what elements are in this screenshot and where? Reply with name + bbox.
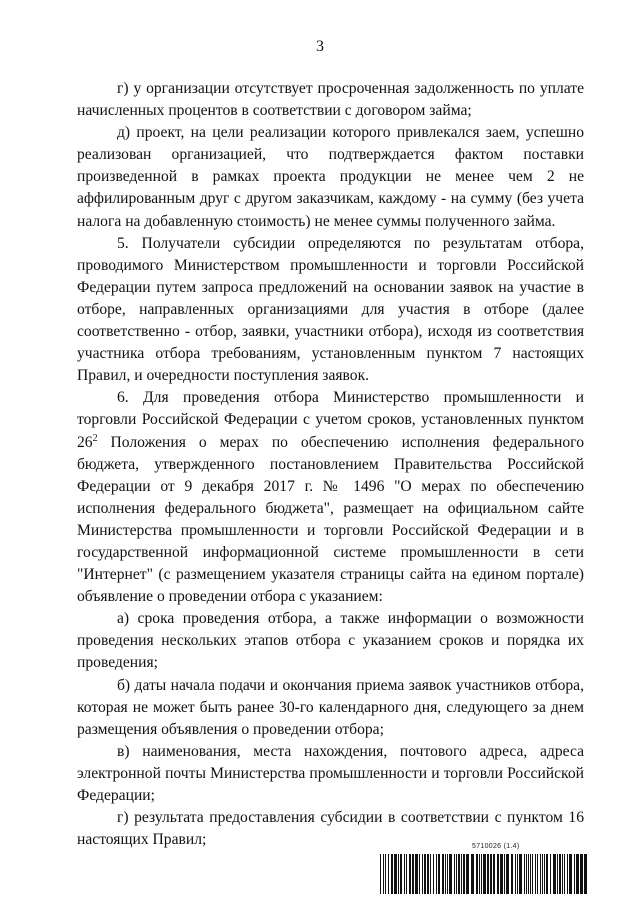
- paragraph-item-v: в) наименования, места нахождения, почтового адреса, адреса электронной почты Министерства промышленности и торговли Российской Федерации;: [77, 742, 584, 804]
- paragraph-6-text-start: 6. Для проведения отбора Министерство промышленности и торговли Российской Федерации с учетом сроков, установленных пунктом 26: [77, 389, 584, 451]
- paragraph-6-text-end: Положения о мерах по обеспечению исполнения федерального бюджета, утвержденного постановлением Правительства Российской Федерации от 9 декабря 2017 г. № 1496 "О мерах по обеспечению исполнения федерального бюджета", размещает на официальном сайте Министерства промышленности и торговли Российской Федерации и в государственной информационной системе промышленности в сети "Интернет" (с размещением указателя страницы сайта на едином портале) объявление о проведении отбора с указанием:: [77, 433, 584, 606]
- page-number: 3: [316, 38, 324, 55]
- barcode-icon: [380, 854, 588, 894]
- paragraph-5: 5. Получатели субсидии определяются по результатам отбора, проводимого Министерством промышленности и торговли Российской Федерации путем запроса предложений на основании заявок на участие в отборе, направленных организациями для участия в отборе (далее соответственно - отбор, заявки, участники отбора), исходя из соответствия участника отбора требованиям, установленным пунктом 7 настоящих Правил, и очередности поступления заявок.: [77, 234, 584, 385]
- paragraph-item-g: г) у организации отсутствует просроченная задолженность по уплате начисленных процентов в соответствии с договором займа;: [77, 80, 584, 120]
- superscript-index: 2: [92, 432, 98, 444]
- paragraph-6: [77, 387, 584, 608]
- barcode-area: [380, 842, 588, 898]
- paragraph-item-b: б) даты начала подачи и окончания приема заявок участников отбора, которая не может быть ранее 30-го календарного дня, следующего за днем размещения объявления о проведении отбора;: [77, 676, 584, 738]
- paragraph-item-a: а) срока проведения отбора, а также информации о возможности проведения нескольких этапов отбора с указанием сроков и порядка их проведения;: [77, 610, 584, 672]
- barcode-label: 5710026 (1.4): [472, 843, 520, 850]
- paragraph-item-g2: г) результата предоставления субсидии в соответствии с пунктом 16 настоящих Правил;: [77, 809, 584, 849]
- paragraph-item-d: д) проект, на цели реализации которого привлекался заем, успешно реализован организацией, что подтверждается фактом поставки произведенной в рамках проекта продукции не менее чем 2 не аффилированным друг с другом заказчикам, каждому - на сумму (без учета налога на добавленную стоимость) не менее суммы полученного займа.: [77, 124, 584, 230]
- document-body: [77, 78, 584, 851]
